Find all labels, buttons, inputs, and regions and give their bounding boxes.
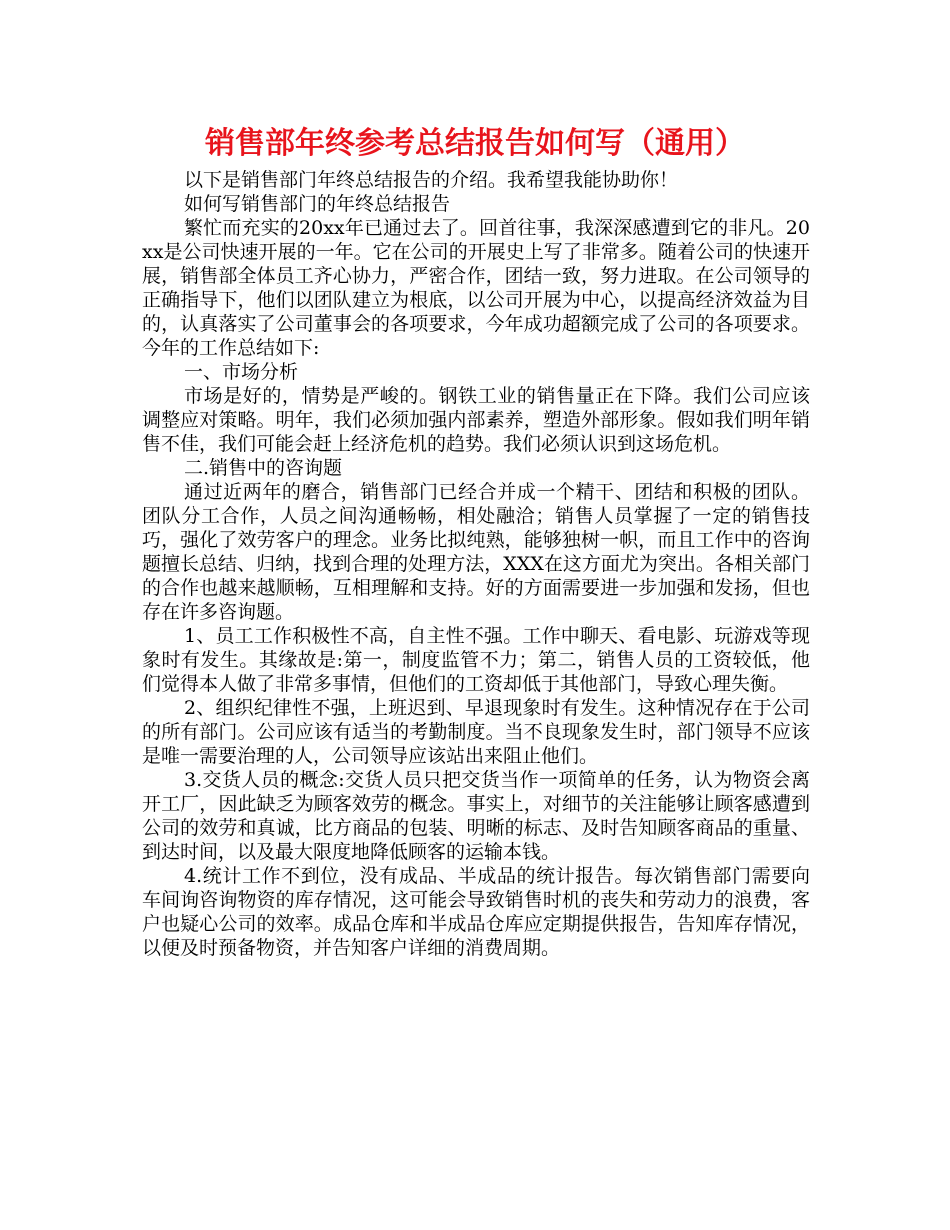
issue-item-2: 2、组织纪律性不强，上班迟到、早退现象时有发生。这种情况存在于公司的所有部门。公司应该有适当的考勤制度。当不良现象发生时，部门领导不应该是唯一需要治理的人，公司领导应该站出来阻止他们。	[142, 697, 810, 767]
document-title: 销售部年终参考总结报告如何写（通用）	[205, 126, 745, 161]
issue-item-1: 1、员工工作积极性不高，自主性不强。工作中聊天、看电影、玩游戏等现象时有发生。其缘故是:第一，制度监管不力；第二，销售人员的工资较低，他们觉得本人做了非常多事情，但他们的工资却低于其他部门，导致心理失衡。	[142, 625, 810, 695]
section-heading-market: 一、市场分析	[184, 361, 299, 383]
market-paragraph: 市场是好的，情势是严峻的。钢铁工业的销售量正在下降。我们公司应该调整应对策略。明年，我们必须加强内部素养，塑造外部形象。假如我们明年销售不佳，我们可能会赶上经济危机的趋势。我们必须认识到这场危机。	[142, 385, 810, 455]
document-body	[142, 168, 810, 960]
subtitle-paragraph: 如何写销售部门的年终总结报告	[184, 193, 451, 215]
intro-paragraph: 以下是销售部门年终总结报告的介绍。我希望我能协助你！	[184, 169, 679, 191]
overview-paragraph: 繁忙而充实的20xx年已通过去了。回首往事，我深深感遭到它的非凡。20xx是公司快速开展的一年。它在公司的开展史上写了非常多。随着公司的快速开展，销售部全体员工齐心协力，严密合作，团结一致，努力进取。在公司领导的正确指导下，他们以团队建立为根底，以公司开展为中心，以提高经济效益为目的，认真落实了公司董事会的各项要求，今年成功超额完成了公司的各项要求。今年的工作总结如下:	[142, 217, 810, 359]
section-heading-issues: 二.销售中的咨询题	[184, 457, 343, 479]
issues-paragraph: 通过近两年的磨合，销售部门已经合并成一个精干、团结和积极的团队。团队分工合作，人员之间沟通畅畅，相处融洽；销售人员掌握了一定的销售技巧，强化了效劳客户的理念。业务比拟纯熟，能够独树一帜，而且工作中的咨询题擅长总结、归纳，找到合理的处理方法，XXX在这方面尤为突出。各相关部门的合作也越来越顺畅，互相理解和支持。好的方面需要进一步加强和发扬，但也存在许多咨询题。	[142, 481, 810, 623]
issue-item-4: 4.统计工作不到位，没有成品、半成品的统计报告。每次销售部门需要向车间询咨询物资的库存情况，这可能会导致销售时机的丧失和劳动力的浪费，客户也疑心公司的效率。成品仓库和半成品仓库应定期提供报告，告知库存情况，以便及时预备物资，并告知客户详细的消费周期。	[142, 865, 810, 959]
issue-item-3: 3.交货人员的概念:交货人员只把交货当作一项简单的任务，认为物资会离开工厂，因此缺乏为顾客效劳的概念。事实上，对细节的关注能够让顾客感遭到公司的效劳和真诚，比方商品的包装、明晰的标志、及时告知顾客商品的重量、到达时间，以及最大限度地降低顾客的运输本钱。	[142, 769, 810, 863]
